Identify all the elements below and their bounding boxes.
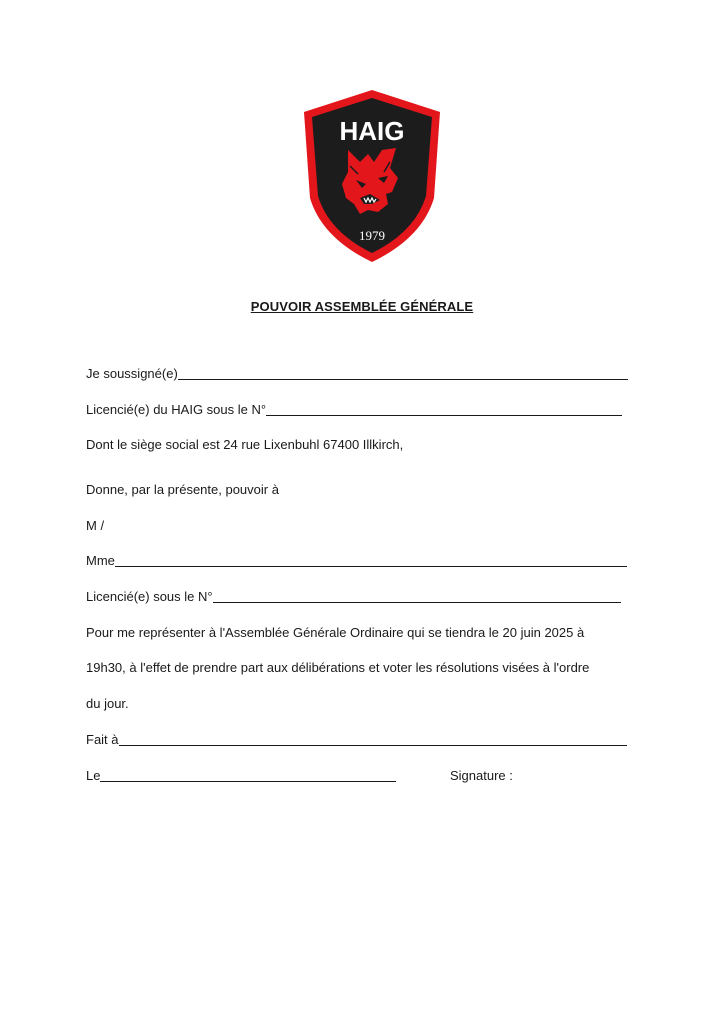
licencie-line: [86, 402, 622, 418]
siege-text: Dont le siège social est 24 rue Lixenbuhl 67400 Illkirch,: [86, 437, 404, 452]
licencie2-number-field[interactable]: [213, 590, 621, 603]
donne-line: [86, 482, 279, 498]
logo-text: HAIG: [339, 116, 405, 146]
licencie-label: Licencié(e) du HAIG sous le N°: [86, 402, 267, 417]
mme-field[interactable]: [115, 554, 627, 567]
paragraph-line-1: [86, 625, 584, 641]
fait-field[interactable]: [119, 733, 627, 746]
licencie2-line: [86, 589, 621, 605]
mme-line: [86, 553, 627, 569]
le-line: [86, 768, 396, 784]
date-field[interactable]: [100, 769, 396, 782]
m-line: [86, 518, 104, 534]
logo-year: 1979: [359, 228, 385, 243]
fait-label: Fait à: [86, 732, 119, 747]
le-label: Le: [86, 768, 101, 783]
soussigne-field[interactable]: [178, 367, 628, 380]
paragraph-line-3: [86, 696, 129, 712]
document-title: POUVOIR ASSEMBLÉE GÉNÉRALE: [250, 299, 474, 314]
fait-line: [86, 732, 627, 748]
mme-label: Mme: [86, 553, 115, 568]
soussigne-label: Je soussigné(e): [86, 366, 178, 381]
paragraph-text-1: Pour me représenter à l'Assemblée Générale Ordinaire qui se tiendra le 20 juin 2025 à: [86, 625, 585, 640]
licencie-number-field[interactable]: [266, 403, 622, 416]
paragraph-text-3: du jour.: [86, 696, 129, 711]
paragraph-line-2: [86, 660, 589, 676]
haig-logo: [302, 88, 442, 264]
donne-text: Donne, par la présente, pouvoir à: [86, 482, 279, 497]
haig-shield-emblem: [302, 88, 442, 264]
m-label: M /: [86, 518, 105, 533]
siege-line: [86, 437, 403, 453]
signature-label: Signature :: [450, 768, 513, 783]
licencie2-label: Licencié(e) sous le N°: [86, 589, 213, 604]
soussigne-line: [86, 366, 628, 382]
paragraph-text-2: 19h30, à l'effet de prendre part aux délibérations et voter les résolutions visées à l'ordre: [86, 660, 590, 675]
